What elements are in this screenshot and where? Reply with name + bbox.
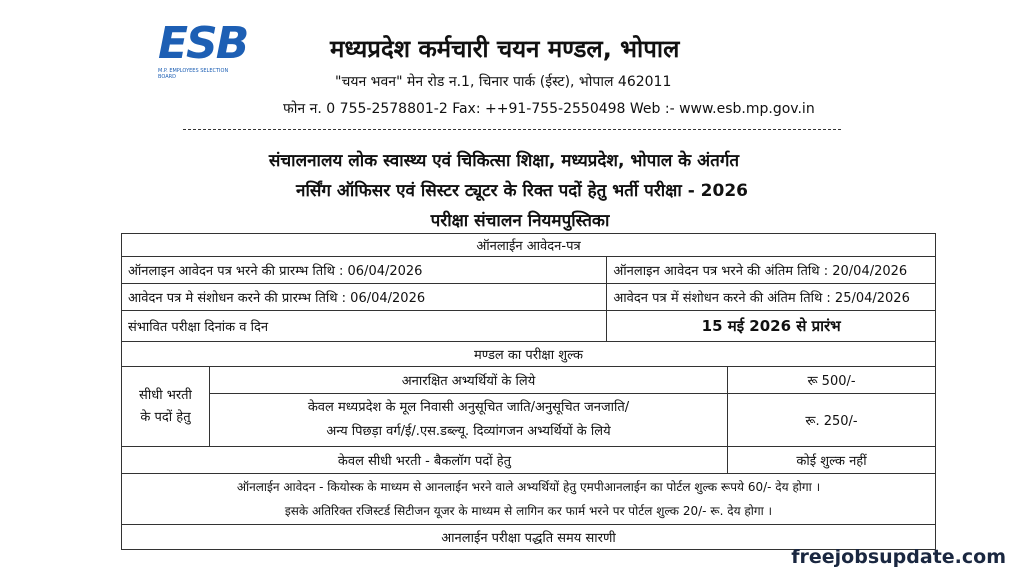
table-row	[122, 367, 936, 394]
correction-end-date: आवेदन पत्र में संशोधन करने की अंतिम तिथि : 25/04/2026	[607, 284, 936, 311]
notice-title-line-2: नर्सिंग ऑफिसर एवं सिस्टर ट्यूटर के रिक्त पदों हेतु भर्ती परीक्षा - 2026	[296, 181, 748, 201]
fee-header: मण्डल का परीक्षा शुल्क	[122, 342, 936, 367]
exam-date-label: संभावित परीक्षा दिनांक व दिन	[122, 311, 607, 342]
unreserved-fee: रू 500/-	[728, 367, 936, 394]
reserved-line-2: अन्य पिछड़ा वर्ग/ई/.एस.डब्ल्यू. दिव्यांगजन अभ्यर्थियों के लिये	[326, 424, 611, 439]
header-divider	[183, 129, 841, 130]
table-row	[122, 311, 936, 342]
backlog-label: केवल सीधी भरती - बैकलॉग पदों हेतु	[122, 447, 728, 474]
notice-title-line-1: संचालनालय लोक स्वास्थ्य एवं चिकित्सा शिक्षा, मध्यप्रदेश, भोपाल के अंतर्गत	[268, 151, 740, 171]
backlog-fee: कोई शुल्क नहीं	[728, 447, 936, 474]
notice-title-line-3: परीक्षा संचालन नियमपुस्तिका	[430, 211, 610, 231]
correction-start-date: आवेदन पत्र मे संशोधन करने की प्रारम्भ तिथि : 06/04/2026	[122, 284, 607, 311]
direct-recruitment-line-2: के पदों हेतु	[140, 409, 191, 425]
org-contact: फोन न. 0 755-2578801-2 Fax: ++91-755-2550498 Web :- www.esb.mp.gov.in	[283, 101, 815, 117]
table-row	[122, 447, 936, 474]
portal-fee-note	[122, 474, 936, 525]
portal-fee-line-2: इसके अतिरिक्त रजिस्टर्ड सिटीजन यूजर के माध्यम से लागिन कर फार्म भरने पर पोर्टल शुल्क 20/- रू. देय होगा ।	[284, 504, 773, 518]
exam-date-value: 15 मई 2026 से प्रारंभ	[607, 311, 936, 342]
org-address: "चयन भवन" मेन रोड न.1, चिनार पार्क (ईस्ट), भोपाल 462011	[335, 74, 672, 90]
online-form-header: ऑनलाईन आवेदन-पत्र	[122, 234, 936, 257]
unreserved-label: अनारक्षित अभ्यर्थियों के लिये	[210, 367, 728, 394]
table-row	[122, 284, 936, 311]
table-row	[122, 394, 936, 447]
org-name: मध्यप्रदेश कर्मचारी चयन मण्डल, भोपाल	[330, 35, 680, 63]
reserved-line-1: केवल मध्यप्रदेश के मूल निवासी अनुसूचित जाति/अनुसूचित जनजाति/	[307, 400, 630, 415]
table-row	[122, 257, 936, 284]
application-end-date: ऑनलाइन आवेदन पत्र भरने की अंतिम तिथि : 20/04/2026	[607, 257, 936, 284]
exam-info-table	[121, 233, 936, 550]
schedule-header: आनलाईन परीक्षा पद्धति समय सारणी	[122, 525, 936, 550]
site-watermark: freejobsupdate.com	[791, 546, 1006, 568]
direct-recruitment-line-1: सीधी भरती	[139, 387, 192, 403]
logo-subtext: M.P. EMPLOYEES SELECTION BOARD	[158, 68, 229, 80]
application-start-date: ऑनलाइन आवेदन पत्र भरने की प्रारम्भ तिथि : 06/04/2026	[122, 257, 607, 284]
direct-recruitment-label	[122, 367, 210, 447]
reserved-fee: रू. 250/-	[728, 394, 936, 447]
table-row	[122, 342, 936, 367]
esb-logo	[158, 18, 248, 90]
reserved-category-label	[210, 394, 728, 447]
table-row	[122, 234, 936, 257]
logo-mark: ESB	[158, 18, 248, 69]
portal-fee-line-1: ऑनलाईन आवेदन - कियोस्क के माध्यम से आनलाईन भरने वाले अभ्यर्थियों हेतु एमपीआनलाईन का पोर्टल शुल्क रूपये 60/- देय होगा ।	[236, 480, 821, 494]
table-row	[122, 474, 936, 525]
